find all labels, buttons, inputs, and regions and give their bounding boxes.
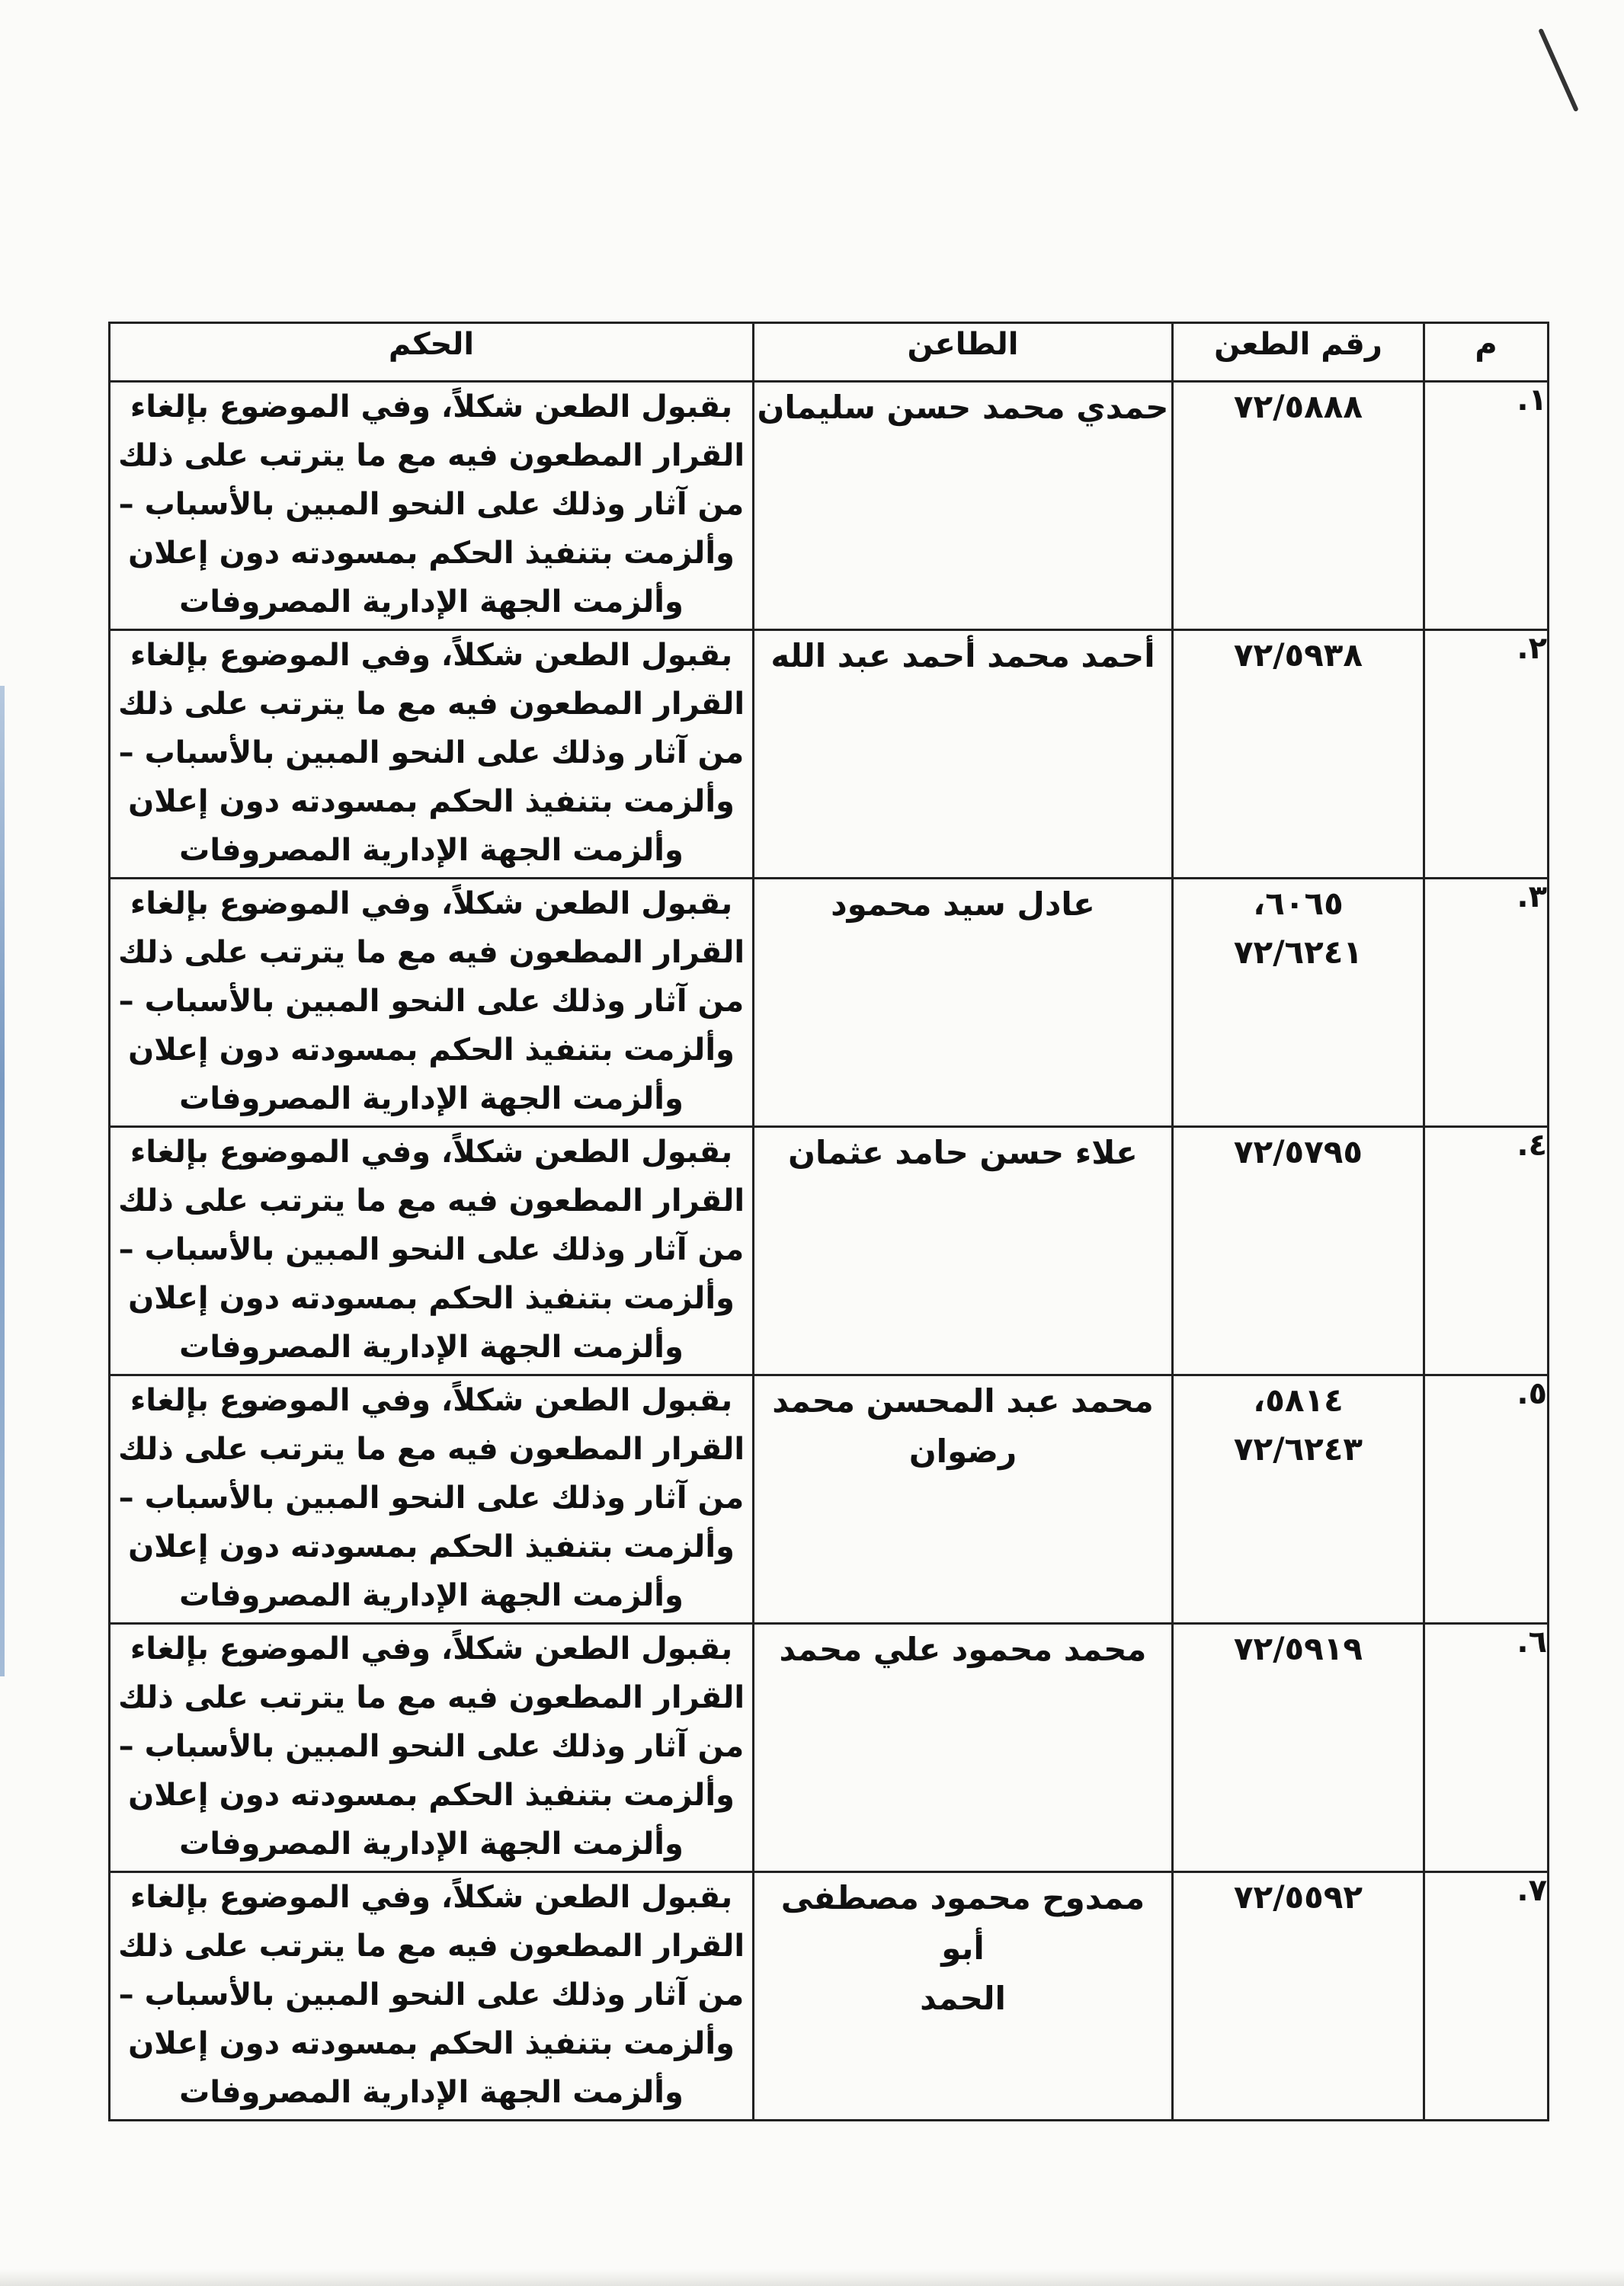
ruling-text-line: وألزمت بتنفيذ الحكم بمسودته دون إعلان — [128, 536, 735, 571]
ruling-text-line: بقبول الطعن شكلاً، وفي الموضوع بإلغاء — [130, 389, 733, 424]
scan-edge-artifact — [0, 686, 5, 1676]
ruling-cell — [110, 382, 754, 630]
appeal-number-line: ٧٢/٥٨٨٨ — [1233, 388, 1363, 425]
ruling-text-line: وألزمت الجهة الإدارية المصروفات — [179, 1827, 684, 1862]
ruling-text-line: من آثار وذلك على النحو المبين بالأسباب – — [118, 1481, 745, 1516]
appeal-number-line: ٧٢/٥٧٩٥ — [1233, 1133, 1363, 1170]
appeal-number-line: ٧٢/٥٩٣٨ — [1233, 636, 1363, 674]
appellant-name-line: الحمد — [920, 1980, 1006, 2017]
ruling-text-line: من آثار وذلك على النحو المبين بالأسباب – — [118, 1232, 745, 1267]
appeal-number-cell — [1173, 1872, 1424, 2121]
header-index: م — [1424, 323, 1549, 382]
ruling-text-line: وألزمت الجهة الإدارية المصروفات — [179, 2075, 684, 2110]
table-row — [110, 1127, 1549, 1375]
ruling-text-line: بقبول الطعن شكلاً، وفي الموضوع بإلغاء — [130, 638, 733, 673]
header-appellant: الطاعن — [754, 323, 1173, 382]
appellant-cell — [754, 879, 1173, 1127]
ruling-text-line: القرار المطعون فيه مع ما يترتب على ذلك — [117, 1432, 745, 1467]
appellant-cell — [754, 1624, 1173, 1872]
ruling-text-line: وألزمت بتنفيذ الحكم بمسودته دون إعلان — [128, 1033, 735, 1068]
appellant-cell — [754, 1872, 1173, 2121]
appeal-number-line: ٧٢/٥٥٩٢ — [1233, 1878, 1363, 1916]
ruling-text-line: وألزمت الجهة الإدارية المصروفات — [179, 833, 684, 868]
ruling-text-line: بقبول الطعن شكلاً، وفي الموضوع بإلغاء — [130, 1135, 733, 1170]
ruling-text-line: القرار المطعون فيه مع ما يترتب على ذلك — [117, 1680, 745, 1715]
appeal-number-cell — [1173, 1127, 1424, 1375]
table-row — [110, 1872, 1549, 2121]
row-index: ٣. — [1424, 879, 1549, 1127]
appellant-cell — [754, 1375, 1173, 1624]
ruling-text-line: وألزمت الجهة الإدارية المصروفات — [179, 1578, 684, 1613]
appellant-name-line: محمد عبد المحسن محمد — [772, 1382, 1154, 1420]
appellant-cell — [754, 1127, 1173, 1375]
appellant-name-line: عادل سيد محمود — [831, 885, 1095, 923]
appeal-number-cell — [1173, 879, 1424, 1127]
handwritten-page-mark — [1538, 28, 1578, 112]
header-ruling: الحكم — [110, 323, 754, 382]
table-row — [110, 1375, 1549, 1624]
row-index: ٤. — [1424, 1127, 1549, 1375]
ruling-text-line: القرار المطعون فيه مع ما يترتب على ذلك — [117, 935, 745, 970]
ruling-text-line: القرار المطعون فيه مع ما يترتب على ذلك — [117, 438, 745, 473]
appeal-number-cell — [1173, 1375, 1424, 1624]
table-row — [110, 630, 1549, 879]
ruling-text-line: وألزمت بتنفيذ الحكم بمسودته دون إعلان — [128, 1529, 735, 1564]
table-header — [110, 323, 1549, 382]
table-body — [110, 382, 1549, 2121]
ruling-text-line: من آثار وذلك على النحو المبين بالأسباب – — [118, 1977, 745, 2012]
ruling-text-line: من آثار وذلك على النحو المبين بالأسباب – — [118, 984, 745, 1019]
appeal-number-line: ٧٢/٦٢٤١ — [1233, 933, 1363, 971]
row-index: ٥. — [1424, 1375, 1549, 1624]
row-index: ٧. — [1424, 1872, 1549, 2121]
ruling-cell — [110, 630, 754, 879]
appeal-number-line: ٧٢/٥٩١٩ — [1233, 1630, 1363, 1667]
header-row — [110, 323, 1549, 382]
ruling-text-line: من آثار وذلك على النحو المبين بالأسباب – — [118, 735, 745, 770]
table-row — [110, 879, 1549, 1127]
row-index: ٦. — [1424, 1624, 1549, 1872]
ruling-cell — [110, 1872, 754, 2121]
ruling-cell — [110, 1375, 754, 1624]
table-row — [110, 1624, 1549, 1872]
ruling-cell — [110, 1624, 754, 1872]
ruling-text-line: وألزمت بتنفيذ الحكم بمسودته دون إعلان — [128, 1778, 735, 1813]
scan-bottom-edge — [0, 2269, 1624, 2286]
appeal-number-cell — [1173, 382, 1424, 630]
ruling-text-line: بقبول الطعن شكلاً، وفي الموضوع بإلغاء — [130, 1631, 733, 1666]
ruling-text-line: بقبول الطعن شكلاً، وفي الموضوع بإلغاء — [130, 886, 733, 921]
appellant-cell — [754, 630, 1173, 879]
ruling-text-line: القرار المطعون فيه مع ما يترتب على ذلك — [117, 1929, 745, 1964]
ruling-cell — [110, 879, 754, 1127]
ruling-text-line: وألزمت بتنفيذ الحكم بمسودته دون إعلان — [128, 784, 735, 819]
row-index: ٢. — [1424, 630, 1549, 879]
appellant-name-line: أحمد محمد أحمد عبد الله — [770, 637, 1155, 674]
ruling-text-line: وألزمت بتنفيذ الحكم بمسودته دون إعلان — [128, 1281, 735, 1316]
ruling-text-line: وألزمت الجهة الإدارية المصروفات — [179, 1330, 684, 1365]
table-row — [110, 382, 1549, 630]
ruling-text-line: وألزمت الجهة الإدارية المصروفات — [179, 584, 684, 620]
ruling-text-line: القرار المطعون فيه مع ما يترتب على ذلك — [117, 687, 745, 722]
appellant-cell — [754, 382, 1173, 630]
judgments-table — [108, 322, 1549, 2121]
appellant-name-line: ممدوح محمود مصطفى أبو — [780, 1879, 1145, 1967]
ruling-text-line: من آثار وذلك على النحو المبين بالأسباب – — [118, 1729, 745, 1764]
ruling-text-line: وألزمت بتنفيذ الحكم بمسودته دون إعلان — [128, 2026, 735, 2061]
appeal-number-line: ٦٠٦٥، — [1253, 885, 1344, 922]
ruling-cell — [110, 1127, 754, 1375]
appeal-number-cell — [1173, 1624, 1424, 1872]
appeal-number-line: ٧٢/٦٢٤٣ — [1233, 1430, 1363, 1468]
appeal-number-cell — [1173, 630, 1424, 879]
appellant-name-line: محمد محمود علي محمد — [779, 1631, 1147, 1668]
ruling-text-line: بقبول الطعن شكلاً، وفي الموضوع بإلغاء — [130, 1383, 733, 1418]
ruling-text-line: من آثار وذلك على النحو المبين بالأسباب – — [118, 487, 745, 522]
row-index: ١. — [1424, 382, 1549, 630]
header-appeal-number: رقم الطعن — [1173, 323, 1424, 382]
ruling-text-line: وألزمت الجهة الإدارية المصروفات — [179, 1081, 684, 1116]
appellant-name-line: علاء حسن حامد عثمان — [788, 1134, 1138, 1171]
appellant-name-line: رضوان — [908, 1433, 1017, 1470]
appeal-number-line: ٥٨١٤، — [1253, 1382, 1344, 1419]
appellant-name-line: حمدي محمد حسن سليمان — [757, 389, 1169, 426]
ruling-text-line: القرار المطعون فيه مع ما يترتب على ذلك — [117, 1183, 745, 1218]
ruling-text-line: بقبول الطعن شكلاً، وفي الموضوع بإلغاء — [130, 1880, 733, 1915]
